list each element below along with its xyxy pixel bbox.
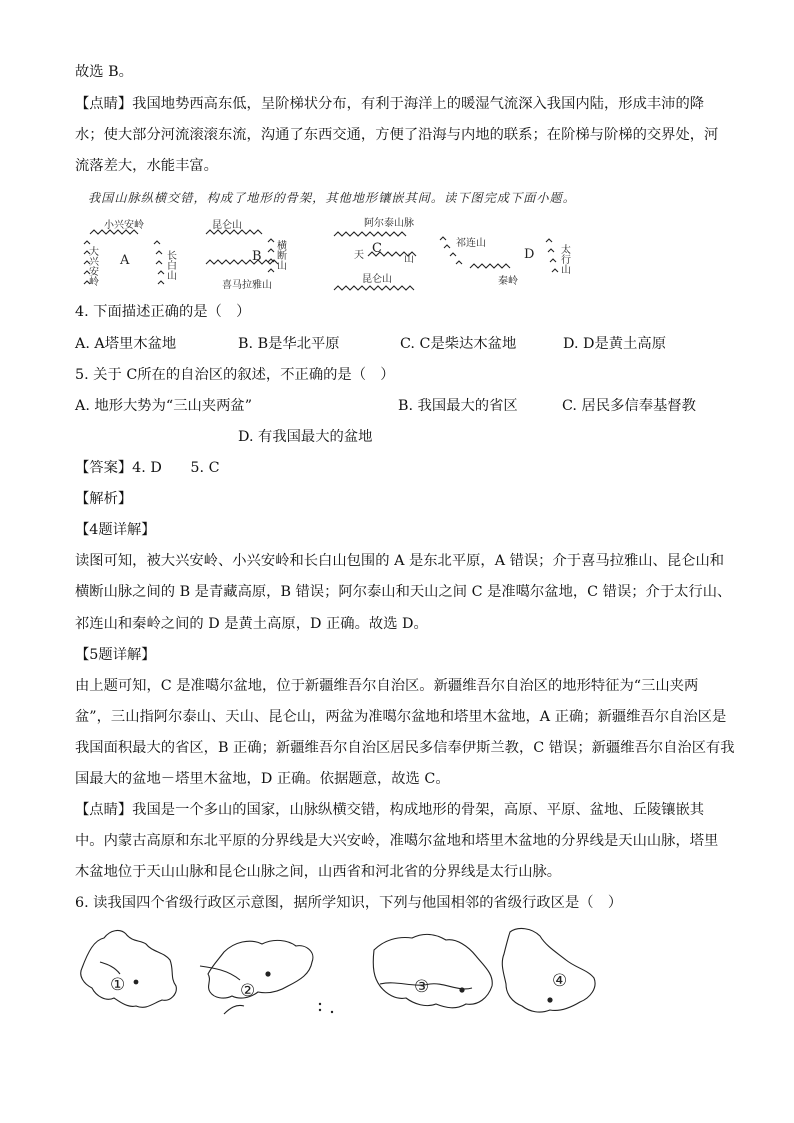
analysis-heading: 【解析】 [75, 491, 133, 507]
region-letter-c: C [372, 241, 382, 256]
text-line: 横断山脉之间的 B 是青藏高原，B 错误；阿尔泰山和天山之间 C 是准噶尔盆地，C 错误；介于太行山、 [75, 584, 732, 600]
q5-option-d: D. 有我国最大的盆地 [238, 429, 373, 445]
region-letter-b: B [252, 249, 262, 264]
label-qinling: 秦岭 [498, 276, 518, 287]
q4-detail-heading: 【4题详解】 [75, 522, 156, 538]
text-line: 流落差大，水能丰富。 [75, 158, 218, 174]
q4-option-c: C. C是柴达木盆地 [400, 336, 517, 352]
label-ximalayashan: 喜马拉雅山 [222, 280, 272, 291]
text-line: 中。内蒙古高原和东北平原的分界线是大兴安岭，准噶尔盆地和塔里木盆地的分界线是天山山脉，塔里 [75, 833, 719, 849]
label-hengduanshan: 横断山 [274, 240, 286, 270]
q4-option-a: A. A塔里木盆地 [75, 336, 177, 352]
label-aertaishan: 阿尔泰山脉 [364, 218, 414, 229]
figure-instruction: 我国山脉纵横交错，构成了地形的骨架，其他地形镶嵌其间。读下图完成下面小题。 [88, 191, 576, 205]
text-line: 国最大的盆地－塔里木盆地，D 正确。依据题意，故选 C。 [75, 771, 450, 787]
text-line: 盆”，三山指阿尔泰山、天山、昆仑山，两盆为准噶尔盆地和塔里木盆地，A 正确；新疆维吾尔自治区是 [75, 709, 727, 725]
label-tian: 天 [354, 250, 364, 261]
question-5: 5. 关于 C所在的自治区的叙述，不正确的是（ ） [75, 367, 395, 383]
province-label-1: ① [110, 975, 126, 995]
answer-line: 【答案】4. D 5. C [75, 460, 220, 476]
region-letter-d: D [524, 247, 535, 262]
label-xiaoxinganling: 小兴安岭 [104, 220, 144, 231]
text-line: 故选 B。 [75, 64, 133, 80]
q5-option-b: B. 我国最大的省区 [398, 398, 518, 414]
q4-option-b: B. B是华北平原 [238, 336, 340, 352]
province-label-4: ④ [552, 971, 568, 991]
label-changbaishan: 长白山 [164, 250, 176, 280]
q5-option-a: A. 地形大势为“三山夹两盆” [75, 398, 252, 414]
text-line: 【点睛】我国地势西高东低，呈阶梯状分布，有利于海洋上的暖湿气流深入我国内陆，形成丰沛的降 [75, 96, 705, 112]
text-line: 我国面积最大的省区，B 正确；新疆维吾尔自治区居民多信奉伊斯兰教，C 错误；新疆维吾尔自治区有我 [75, 740, 735, 756]
q5-option-c: C. 居民多信奉基督教 [562, 398, 696, 414]
label-kunlunshan-c: 昆仑山 [362, 274, 392, 285]
text-line: 祁连山和秦岭之间的 D 是黄土高原，D 正确。故选 D。 [75, 616, 428, 632]
label-daxinganling: 大兴安岭 [86, 246, 98, 286]
mountain-map-figure [78, 212, 578, 302]
text-line: 读图可知，被大兴安岭、小兴安岭和长白山包围的 A 是东北平原，A 错误；介于喜马拉雅山、昆仑山和 [75, 553, 725, 569]
label-taihangshan: 太行山 [558, 244, 570, 274]
q4-option-d: D. D是黄土高原 [563, 336, 666, 352]
text-line: 由上题可知，C 是准噶尔盆地，位于新疆维吾尔自治区。新疆维吾尔自治区的地形特征为“三山夹两 [75, 678, 699, 694]
q5-detail-heading: 【5题详解】 [75, 647, 156, 663]
text-line: 木盆地位于天山山脉和昆仑山脉之间，山西省和河北省的分界线是太行山脉。 [75, 864, 562, 880]
label-shan: 山 [404, 254, 414, 265]
text-line: 水；使大部分河流滚滚东流，沟通了东西交通，方便了沿海与内地的联系；在阶梯与阶梯的交界处，河 [75, 127, 719, 143]
province-label-3: ③ [414, 977, 430, 997]
province-outline-figure [74, 922, 614, 1022]
province-label-2: ② [240, 981, 256, 1001]
question-6: 6. 读我国四个省级行政区示意图，据所学知识，下列与他国相邻的省级行政区是（ ） [75, 895, 623, 911]
label-kunlunshan-b: 昆仑山 [212, 220, 242, 231]
question-4: 4. 下面描述正确的是（ ） [75, 304, 251, 320]
label-qilianshan: 祁连山 [456, 238, 486, 249]
region-letter-a: A [120, 253, 130, 268]
text-line: 【点睛】我国是一个多山的国家，山脉纵横交错，构成地形的骨架，高原、平原、盆地、丘陵镶嵌其 [75, 802, 705, 818]
